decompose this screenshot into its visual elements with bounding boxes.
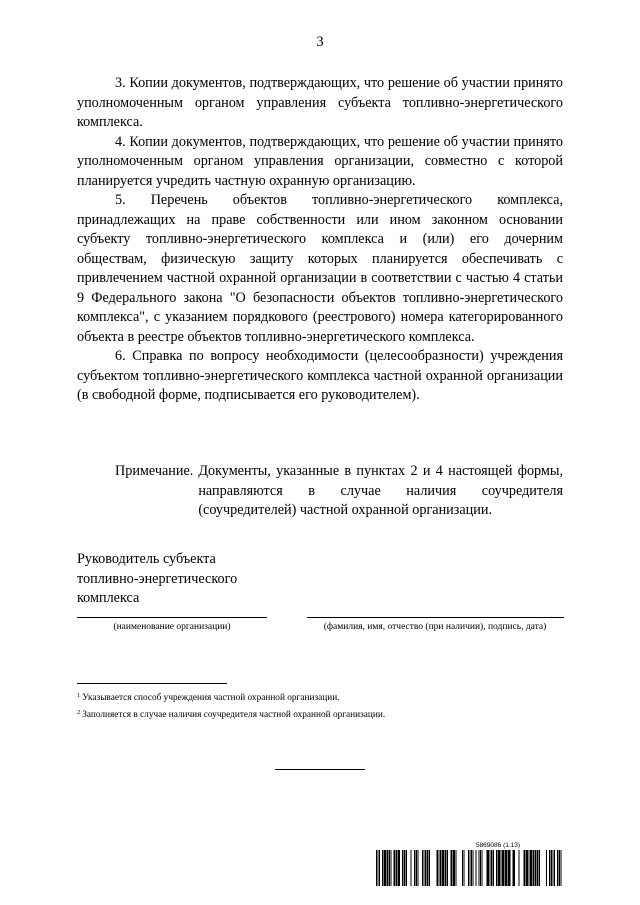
footnote-1-text: Указывается способ учреждения частной охранной организации. [82,693,340,703]
barcode-bar [451,850,453,886]
barcode-bar [411,850,412,886]
barcode-bar [535,850,537,886]
barcode-bar [456,850,457,886]
page-number: 3 [316,34,324,50]
barcode-bar [464,850,465,886]
organization-name-caption: (наименование организации) [113,622,231,632]
barcode-image [376,850,562,886]
barcode-bar [553,850,554,886]
footnote-1-mark: 1 [77,692,81,699]
barcode-bar [482,850,483,886]
barcode-bar [384,850,387,886]
barcode-bar [557,850,558,886]
barcode-bar [424,850,425,886]
paragraph-3: 3. Копии документов, подтверждающих, что решение об участии принято уполномоченным органом управления субъекта топливно-энергетического комплекса. [77,75,563,130]
barcode-bar [462,850,463,886]
note-label: Примечание. [115,463,194,479]
barcode-bar [498,850,501,886]
footnotes [77,689,567,722]
barcode-bar [439,850,440,886]
barcode-bar [453,850,456,886]
barcode-bar [490,850,491,886]
barcode-bar [539,850,540,886]
signature-line [307,617,564,618]
organization-name-line [77,617,267,618]
signer-line-3: комплекса [77,590,140,606]
barcode-bar [447,850,449,886]
barcode-bar [529,850,530,886]
barcode-bar [422,850,423,886]
barcode-bar [561,850,562,886]
barcode-bar [559,850,561,886]
barcode-bar [471,850,472,886]
barcode-bar [418,850,419,886]
footnote-1 [77,689,567,706]
footnote-2-text: Заполняется в случае наличия соучредителя частной охранной организации. [82,709,386,720]
barcode-bar [394,850,396,886]
barcode-bar [425,850,427,886]
barcode-bar [491,850,493,886]
barcode-bar [387,850,388,886]
barcode-bar [398,850,401,886]
barcode-bar [537,850,539,886]
barcode-bar [389,850,391,886]
footnote-2 [77,706,567,723]
barcode-bar [554,850,555,886]
barcode-bar [402,850,403,886]
barcode-bar [396,850,398,886]
barcode-bar [513,850,516,886]
barcode-bar [519,850,520,886]
end-rule [275,769,365,770]
barcode-bar [533,850,535,886]
barcode-bar [468,850,469,886]
barcode-bar [429,850,431,886]
document-body [77,74,563,406]
barcode-bar [404,850,406,886]
signature-caption: (фамилия, имя, отчество (при наличии), подпись, дата) [323,622,547,632]
paragraph-5: 5. Перечень объектов топливно-энергетического комплекса, принадлежащих на праве собственности или ином законном основании субъекту топливно-энергетического комплекса и (или) его дочерним обществам, физическую защиту которых планируется обеспечивать с привлечением частной охранной организации в соответствии с частью 4 статьи 9 Федерального закона "О безопасности объектов топливно-энергетического комплекса", с указанием порядкового (реестрового) номера категорированного объекта в реестре объектов топливно-энергетического комплекса. [77,192,563,345]
barcode-bar [546,850,547,886]
barcode-bar [480,850,481,886]
barcode-bar [445,850,447,886]
barcode-bar [524,850,526,886]
footnote-2-mark: 2 [77,708,81,716]
barcode-bar [487,850,490,886]
barcode-bar [479,850,480,886]
barcode-bar [505,850,508,886]
barcode-bar [391,850,392,886]
barcode-bar [549,850,551,886]
barcode-bar [376,850,377,886]
barcode-number: 5869086 (1.13) [475,842,521,849]
barcode-bar [427,850,428,886]
barcode-bar [414,850,416,886]
barcode-bar [476,850,477,886]
barcode-bar [470,850,471,886]
barcode-bar [551,850,552,886]
barcode-bar [526,850,529,886]
barcode-bar [501,850,502,886]
signer-line-2: топливно-энергетического [77,570,238,587]
note-block [115,462,563,521]
barcode-bar [416,850,417,886]
barcode-bar [379,850,380,886]
note-text: Документы, указанные в пунктах 2 и 4 настоящей формы, направляются в случае наличия соучредителя (соучредителей) частной охранной организации. [198,463,563,518]
barcode-bar [493,850,494,886]
barcode-bar [530,850,533,886]
barcode-bar [437,850,439,886]
barcode-bar [502,850,505,886]
barcode-bar [473,850,474,886]
paragraph-4: 4. Копии документов, подтверждающих, что решение об участии принято уполномоченным органом управления организации, совместно с которой планируется учредить частную охранную организацию. [77,133,563,189]
footnote-separator [77,683,227,684]
barcode-bar [378,850,379,886]
barcode-bar [508,850,511,886]
barcode-bar [442,850,445,886]
barcode-bar [496,850,497,886]
barcode-bar [440,850,441,886]
signer-line-1: Руководитель субъекта [77,551,216,567]
barcode-bar [382,850,384,886]
signer-block [77,550,317,609]
paragraph-6: 6. Справка по вопросу необходимости (целесообразности) учреждения субъектом топливно-энергетического комплекса частной охранной организации (в свободной форме, подписывается его руководителем). [77,348,563,403]
barcode-bar [406,850,408,886]
